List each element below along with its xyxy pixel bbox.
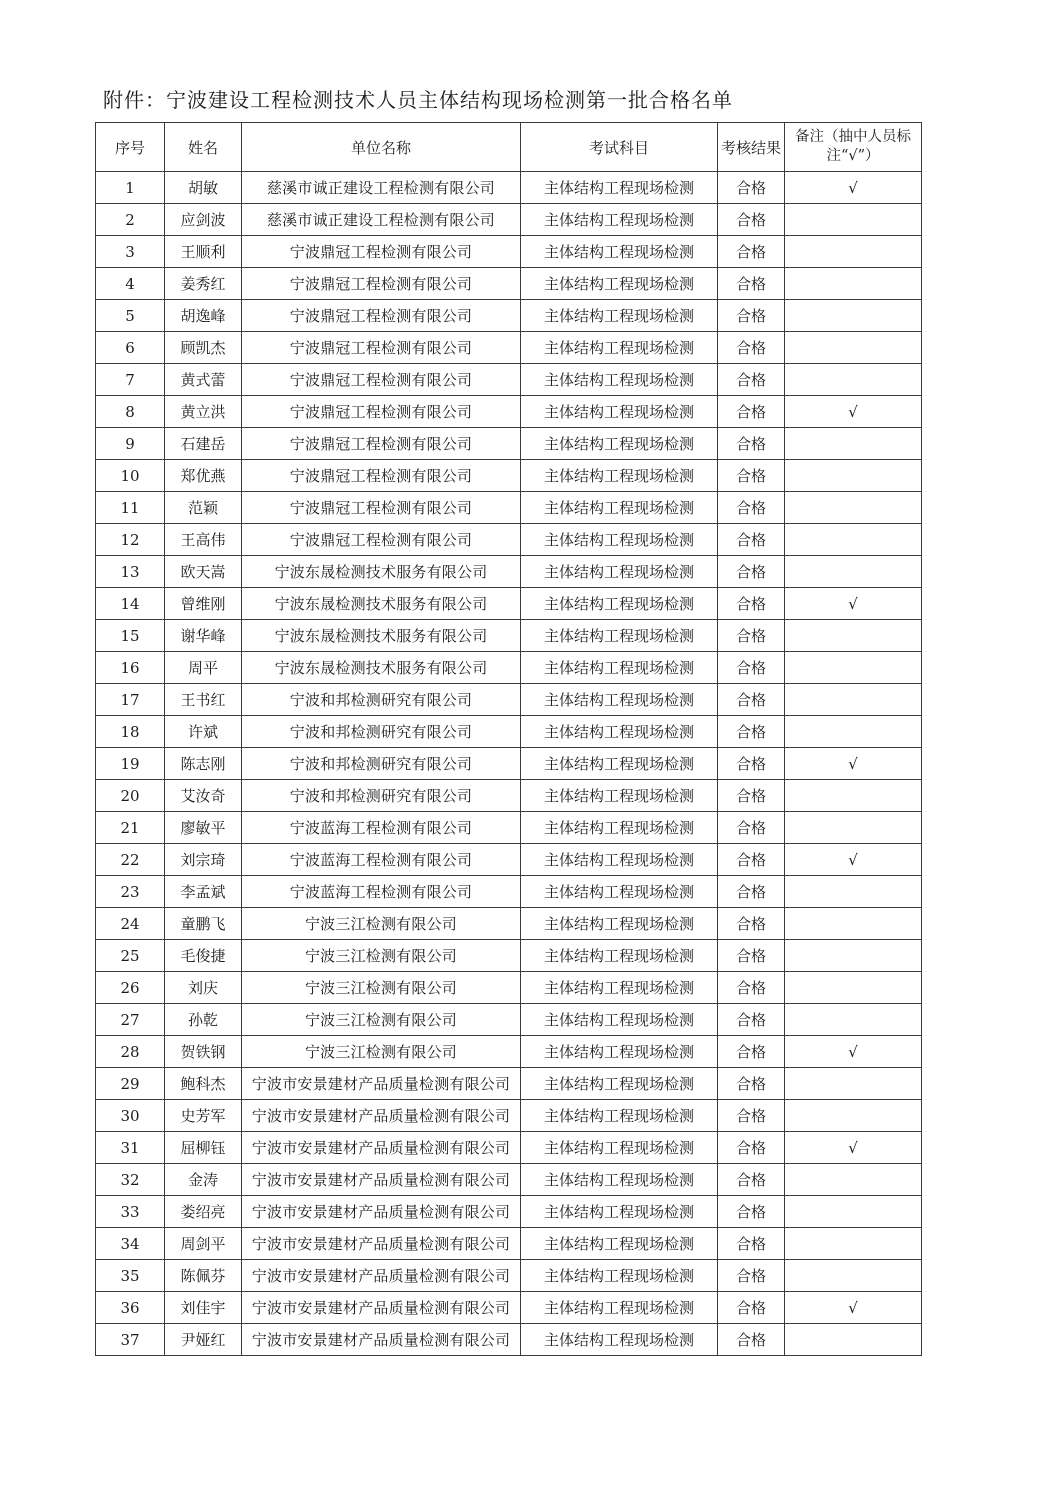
cell-selected-mark: √ — [785, 396, 922, 428]
cell-exam-subject: 主体结构工程现场检测 — [521, 556, 718, 588]
cell-serial-number: 11 — [96, 492, 165, 524]
table-row — [96, 780, 922, 812]
cell-selected-mark — [785, 364, 922, 396]
cell-selected-mark: √ — [785, 844, 922, 876]
cell-selected-mark — [785, 1196, 922, 1228]
header-name: 姓名 — [165, 123, 242, 172]
cell-person-name: 王书红 — [165, 684, 242, 716]
cell-selected-mark: √ — [785, 748, 922, 780]
cell-unit-name: 宁波鼎冠工程检测有限公司 — [242, 492, 521, 524]
cell-exam-subject: 主体结构工程现场检测 — [521, 1324, 718, 1356]
cell-assessment-result: 合格 — [718, 908, 785, 940]
cell-exam-subject: 主体结构工程现场检测 — [521, 204, 718, 236]
cell-exam-subject: 主体结构工程现场检测 — [521, 1068, 718, 1100]
cell-person-name: 刘庆 — [165, 972, 242, 1004]
cell-unit-name: 宁波东晟检测技术服务有限公司 — [242, 588, 521, 620]
header-remarks: 备注（抽中人员标注“√”） — [785, 123, 922, 172]
cell-serial-number: 30 — [96, 1100, 165, 1132]
table-row — [96, 1196, 922, 1228]
cell-person-name: 娄绍亮 — [165, 1196, 242, 1228]
table-row — [96, 812, 922, 844]
table-row — [96, 236, 922, 268]
cell-selected-mark — [785, 812, 922, 844]
cell-person-name: 陈志刚 — [165, 748, 242, 780]
cell-exam-subject: 主体结构工程现场检测 — [521, 1132, 718, 1164]
cell-assessment-result: 合格 — [718, 620, 785, 652]
cell-person-name: 童鹏飞 — [165, 908, 242, 940]
cell-person-name: 周剑平 — [165, 1228, 242, 1260]
cell-person-name: 艾汝奇 — [165, 780, 242, 812]
cell-assessment-result: 合格 — [718, 1132, 785, 1164]
cell-selected-mark — [785, 716, 922, 748]
cell-assessment-result: 合格 — [718, 652, 785, 684]
cell-unit-name: 宁波鼎冠工程检测有限公司 — [242, 236, 521, 268]
document-title: 附件：宁波建设工程检测技术人员主体结构现场检测第一批合格名单 — [103, 88, 733, 112]
cell-exam-subject: 主体结构工程现场检测 — [521, 908, 718, 940]
table-row — [96, 492, 922, 524]
cell-exam-subject: 主体结构工程现场检测 — [521, 1004, 718, 1036]
cell-exam-subject: 主体结构工程现场检测 — [521, 524, 718, 556]
header-assessment-result: 考核结果 — [718, 123, 785, 172]
header-unit-name: 单位名称 — [242, 123, 521, 172]
cell-serial-number: 21 — [96, 812, 165, 844]
header-exam-subject: 考试科目 — [521, 123, 718, 172]
cell-serial-number: 13 — [96, 556, 165, 588]
cell-serial-number: 36 — [96, 1292, 165, 1324]
cell-serial-number: 5 — [96, 300, 165, 332]
cell-person-name: 孙乾 — [165, 1004, 242, 1036]
table-row — [96, 1164, 922, 1196]
table-row — [96, 1228, 922, 1260]
cell-assessment-result: 合格 — [718, 748, 785, 780]
cell-exam-subject: 主体结构工程现场检测 — [521, 876, 718, 908]
table-row — [96, 940, 922, 972]
table-row — [96, 556, 922, 588]
cell-person-name: 曾维刚 — [165, 588, 242, 620]
cell-assessment-result: 合格 — [718, 268, 785, 300]
cell-selected-mark — [785, 972, 922, 1004]
cell-unit-name: 宁波三江检测有限公司 — [242, 1036, 521, 1068]
table-row — [96, 876, 922, 908]
cell-serial-number: 25 — [96, 940, 165, 972]
cell-person-name: 屈柳钰 — [165, 1132, 242, 1164]
cell-assessment-result: 合格 — [718, 716, 785, 748]
cell-exam-subject: 主体结构工程现场检测 — [521, 1164, 718, 1196]
cell-unit-name: 宁波蓝海工程检测有限公司 — [242, 844, 521, 876]
cell-exam-subject: 主体结构工程现场检测 — [521, 652, 718, 684]
cell-exam-subject: 主体结构工程现场检测 — [521, 684, 718, 716]
cell-exam-subject: 主体结构工程现场检测 — [521, 268, 718, 300]
cell-person-name: 许斌 — [165, 716, 242, 748]
cell-serial-number: 27 — [96, 1004, 165, 1036]
cell-assessment-result: 合格 — [718, 1196, 785, 1228]
cell-exam-subject: 主体结构工程现场检测 — [521, 332, 718, 364]
table-row — [96, 364, 922, 396]
table-header-row — [96, 123, 922, 172]
cell-serial-number: 12 — [96, 524, 165, 556]
table-row — [96, 332, 922, 364]
cell-unit-name: 宁波市安景建材产品质量检测有限公司 — [242, 1196, 521, 1228]
cell-unit-name: 宁波市安景建材产品质量检测有限公司 — [242, 1068, 521, 1100]
cell-person-name: 周平 — [165, 652, 242, 684]
cell-unit-name: 宁波蓝海工程检测有限公司 — [242, 812, 521, 844]
cell-unit-name: 宁波鼎冠工程检测有限公司 — [242, 428, 521, 460]
cell-selected-mark — [785, 1228, 922, 1260]
cell-serial-number: 34 — [96, 1228, 165, 1260]
cell-assessment-result: 合格 — [718, 1100, 785, 1132]
cell-selected-mark — [785, 1260, 922, 1292]
cell-assessment-result: 合格 — [718, 332, 785, 364]
cell-assessment-result: 合格 — [718, 300, 785, 332]
cell-serial-number: 14 — [96, 588, 165, 620]
cell-unit-name: 慈溪市诚正建设工程检测有限公司 — [242, 204, 521, 236]
cell-serial-number: 19 — [96, 748, 165, 780]
cell-person-name: 石建岳 — [165, 428, 242, 460]
cell-assessment-result: 合格 — [718, 940, 785, 972]
cell-unit-name: 宁波市安景建材产品质量检测有限公司 — [242, 1292, 521, 1324]
cell-serial-number: 23 — [96, 876, 165, 908]
cell-person-name: 金涛 — [165, 1164, 242, 1196]
cell-serial-number: 18 — [96, 716, 165, 748]
cell-exam-subject: 主体结构工程现场检测 — [521, 1036, 718, 1068]
cell-unit-name: 宁波蓝海工程检测有限公司 — [242, 876, 521, 908]
cell-person-name: 郑优燕 — [165, 460, 242, 492]
cell-assessment-result: 合格 — [718, 844, 785, 876]
cell-serial-number: 35 — [96, 1260, 165, 1292]
cell-person-name: 欧天嵩 — [165, 556, 242, 588]
cell-unit-name: 宁波鼎冠工程检测有限公司 — [242, 364, 521, 396]
cell-serial-number: 31 — [96, 1132, 165, 1164]
cell-person-name: 顾凯杰 — [165, 332, 242, 364]
qualified-personnel-table — [95, 122, 922, 1356]
cell-person-name: 谢华峰 — [165, 620, 242, 652]
cell-selected-mark — [785, 876, 922, 908]
cell-serial-number: 32 — [96, 1164, 165, 1196]
cell-assessment-result: 合格 — [718, 1260, 785, 1292]
cell-exam-subject: 主体结构工程现场检测 — [521, 812, 718, 844]
cell-exam-subject: 主体结构工程现场检测 — [521, 1260, 718, 1292]
cell-selected-mark — [785, 1164, 922, 1196]
cell-exam-subject: 主体结构工程现场检测 — [521, 492, 718, 524]
cell-selected-mark — [785, 524, 922, 556]
table-row — [96, 620, 922, 652]
cell-serial-number: 2 — [96, 204, 165, 236]
table-row — [96, 1292, 922, 1324]
cell-selected-mark: √ — [785, 1132, 922, 1164]
cell-unit-name: 宁波三江检测有限公司 — [242, 972, 521, 1004]
cell-unit-name: 宁波三江检测有限公司 — [242, 940, 521, 972]
table-row — [96, 460, 922, 492]
cell-person-name: 鲍科杰 — [165, 1068, 242, 1100]
cell-assessment-result: 合格 — [718, 1036, 785, 1068]
cell-unit-name: 宁波鼎冠工程检测有限公司 — [242, 332, 521, 364]
cell-selected-mark — [785, 1100, 922, 1132]
cell-serial-number: 29 — [96, 1068, 165, 1100]
table-body — [96, 172, 922, 1356]
cell-unit-name: 宁波和邦检测研究有限公司 — [242, 684, 521, 716]
cell-selected-mark — [785, 652, 922, 684]
table-row — [96, 396, 922, 428]
cell-assessment-result: 合格 — [718, 812, 785, 844]
cell-person-name: 尹娅红 — [165, 1324, 242, 1356]
cell-exam-subject: 主体结构工程现场检测 — [521, 844, 718, 876]
cell-assessment-result: 合格 — [718, 556, 785, 588]
cell-assessment-result: 合格 — [718, 972, 785, 1004]
cell-unit-name: 宁波鼎冠工程检测有限公司 — [242, 460, 521, 492]
cell-unit-name: 宁波东晟检测技术服务有限公司 — [242, 652, 521, 684]
cell-serial-number: 37 — [96, 1324, 165, 1356]
cell-unit-name: 宁波市安景建材产品质量检测有限公司 — [242, 1164, 521, 1196]
cell-exam-subject: 主体结构工程现场检测 — [521, 748, 718, 780]
cell-serial-number: 3 — [96, 236, 165, 268]
cell-selected-mark — [785, 268, 922, 300]
cell-serial-number: 26 — [96, 972, 165, 1004]
table-row — [96, 908, 922, 940]
cell-serial-number: 33 — [96, 1196, 165, 1228]
table-row — [96, 652, 922, 684]
cell-serial-number: 7 — [96, 364, 165, 396]
cell-exam-subject: 主体结构工程现场检测 — [521, 972, 718, 1004]
cell-exam-subject: 主体结构工程现场检测 — [521, 1292, 718, 1324]
cell-selected-mark: √ — [785, 172, 922, 204]
cell-serial-number: 4 — [96, 268, 165, 300]
cell-person-name: 廖敏平 — [165, 812, 242, 844]
cell-unit-name: 宁波鼎冠工程检测有限公司 — [242, 524, 521, 556]
cell-assessment-result: 合格 — [718, 876, 785, 908]
cell-serial-number: 28 — [96, 1036, 165, 1068]
cell-assessment-result: 合格 — [718, 428, 785, 460]
cell-serial-number: 6 — [96, 332, 165, 364]
cell-serial-number: 15 — [96, 620, 165, 652]
table-row — [96, 268, 922, 300]
table-row — [96, 1036, 922, 1068]
cell-exam-subject: 主体结构工程现场检测 — [521, 940, 718, 972]
cell-selected-mark — [785, 428, 922, 460]
cell-selected-mark — [785, 204, 922, 236]
table-row — [96, 1004, 922, 1036]
cell-unit-name: 宁波鼎冠工程检测有限公司 — [242, 396, 521, 428]
cell-selected-mark — [785, 236, 922, 268]
cell-selected-mark — [785, 780, 922, 812]
table-row — [96, 300, 922, 332]
cell-assessment-result: 合格 — [718, 1004, 785, 1036]
cell-unit-name: 宁波市安景建材产品质量检测有限公司 — [242, 1228, 521, 1260]
table-row — [96, 1324, 922, 1356]
cell-selected-mark: √ — [785, 588, 922, 620]
table-row — [96, 1260, 922, 1292]
cell-unit-name: 宁波市安景建材产品质量检测有限公司 — [242, 1132, 521, 1164]
table-row — [96, 588, 922, 620]
table-row — [96, 972, 922, 1004]
cell-person-name: 陈佩芬 — [165, 1260, 242, 1292]
cell-person-name: 范颖 — [165, 492, 242, 524]
cell-exam-subject: 主体结构工程现场检测 — [521, 1100, 718, 1132]
cell-assessment-result: 合格 — [718, 1324, 785, 1356]
cell-selected-mark — [785, 1068, 922, 1100]
cell-person-name: 黄式蕾 — [165, 364, 242, 396]
cell-assessment-result: 合格 — [718, 396, 785, 428]
cell-exam-subject: 主体结构工程现场检测 — [521, 716, 718, 748]
table-row — [96, 844, 922, 876]
cell-person-name: 李孟斌 — [165, 876, 242, 908]
cell-person-name: 王顺利 — [165, 236, 242, 268]
cell-exam-subject: 主体结构工程现场检测 — [521, 428, 718, 460]
table-row — [96, 428, 922, 460]
cell-person-name: 毛俊捷 — [165, 940, 242, 972]
table-row — [96, 524, 922, 556]
cell-selected-mark: √ — [785, 1036, 922, 1068]
cell-person-name: 史芳军 — [165, 1100, 242, 1132]
cell-exam-subject: 主体结构工程现场检测 — [521, 1228, 718, 1260]
cell-person-name: 姜秀红 — [165, 268, 242, 300]
cell-assessment-result: 合格 — [718, 524, 785, 556]
cell-person-name: 刘宗琦 — [165, 844, 242, 876]
cell-serial-number: 22 — [96, 844, 165, 876]
cell-person-name: 黄立洪 — [165, 396, 242, 428]
cell-serial-number: 16 — [96, 652, 165, 684]
cell-exam-subject: 主体结构工程现场检测 — [521, 396, 718, 428]
table-row — [96, 1068, 922, 1100]
cell-serial-number: 8 — [96, 396, 165, 428]
cell-assessment-result: 合格 — [718, 364, 785, 396]
cell-person-name: 应剑波 — [165, 204, 242, 236]
cell-serial-number: 24 — [96, 908, 165, 940]
cell-selected-mark — [785, 940, 922, 972]
cell-exam-subject: 主体结构工程现场检测 — [521, 364, 718, 396]
cell-assessment-result: 合格 — [718, 1068, 785, 1100]
cell-assessment-result: 合格 — [718, 780, 785, 812]
cell-selected-mark — [785, 1324, 922, 1356]
cell-serial-number: 10 — [96, 460, 165, 492]
cell-assessment-result: 合格 — [718, 204, 785, 236]
cell-exam-subject: 主体结构工程现场检测 — [521, 172, 718, 204]
cell-assessment-result: 合格 — [718, 1228, 785, 1260]
cell-exam-subject: 主体结构工程现场检测 — [521, 780, 718, 812]
cell-person-name: 贺铁钢 — [165, 1036, 242, 1068]
cell-unit-name: 宁波东晟检测技术服务有限公司 — [242, 620, 521, 652]
cell-person-name: 王高伟 — [165, 524, 242, 556]
cell-person-name: 刘佳宇 — [165, 1292, 242, 1324]
cell-unit-name: 宁波鼎冠工程检测有限公司 — [242, 268, 521, 300]
cell-exam-subject: 主体结构工程现场检测 — [521, 300, 718, 332]
cell-selected-mark — [785, 332, 922, 364]
cell-assessment-result: 合格 — [718, 588, 785, 620]
cell-assessment-result: 合格 — [718, 1164, 785, 1196]
cell-unit-name: 宁波市安景建材产品质量检测有限公司 — [242, 1260, 521, 1292]
cell-assessment-result: 合格 — [718, 492, 785, 524]
cell-serial-number: 9 — [96, 428, 165, 460]
cell-exam-subject: 主体结构工程现场检测 — [521, 1196, 718, 1228]
cell-exam-subject: 主体结构工程现场检测 — [521, 460, 718, 492]
cell-unit-name: 宁波市安景建材产品质量检测有限公司 — [242, 1100, 521, 1132]
table-row — [96, 716, 922, 748]
cell-assessment-result: 合格 — [718, 236, 785, 268]
table-row — [96, 748, 922, 780]
cell-assessment-result: 合格 — [718, 172, 785, 204]
cell-person-name: 胡敏 — [165, 172, 242, 204]
cell-assessment-result: 合格 — [718, 1292, 785, 1324]
cell-unit-name: 宁波和邦检测研究有限公司 — [242, 748, 521, 780]
cell-unit-name: 慈溪市诚正建设工程检测有限公司 — [242, 172, 521, 204]
cell-selected-mark — [785, 684, 922, 716]
cell-unit-name: 宁波三江检测有限公司 — [242, 908, 521, 940]
table-row — [96, 172, 922, 204]
cell-person-name: 胡逸峰 — [165, 300, 242, 332]
cell-selected-mark — [785, 1004, 922, 1036]
cell-selected-mark — [785, 620, 922, 652]
cell-serial-number: 1 — [96, 172, 165, 204]
cell-selected-mark — [785, 300, 922, 332]
cell-exam-subject: 主体结构工程现场检测 — [521, 620, 718, 652]
cell-unit-name: 宁波市安景建材产品质量检测有限公司 — [242, 1324, 521, 1356]
cell-selected-mark — [785, 460, 922, 492]
cell-unit-name: 宁波和邦检测研究有限公司 — [242, 780, 521, 812]
cell-selected-mark — [785, 908, 922, 940]
cell-assessment-result: 合格 — [718, 684, 785, 716]
cell-assessment-result: 合格 — [718, 460, 785, 492]
cell-selected-mark — [785, 492, 922, 524]
cell-exam-subject: 主体结构工程现场检测 — [521, 588, 718, 620]
cell-unit-name: 宁波和邦检测研究有限公司 — [242, 716, 521, 748]
table-row — [96, 1100, 922, 1132]
cell-serial-number: 20 — [96, 780, 165, 812]
cell-serial-number: 17 — [96, 684, 165, 716]
header-serial-number: 序号 — [96, 123, 165, 172]
cell-unit-name: 宁波东晟检测技术服务有限公司 — [242, 556, 521, 588]
cell-selected-mark — [785, 556, 922, 588]
cell-exam-subject: 主体结构工程现场检测 — [521, 236, 718, 268]
cell-unit-name: 宁波三江检测有限公司 — [242, 1004, 521, 1036]
table-row — [96, 204, 922, 236]
cell-selected-mark: √ — [785, 1292, 922, 1324]
table-row — [96, 1132, 922, 1164]
cell-unit-name: 宁波鼎冠工程检测有限公司 — [242, 300, 521, 332]
table-row — [96, 684, 922, 716]
